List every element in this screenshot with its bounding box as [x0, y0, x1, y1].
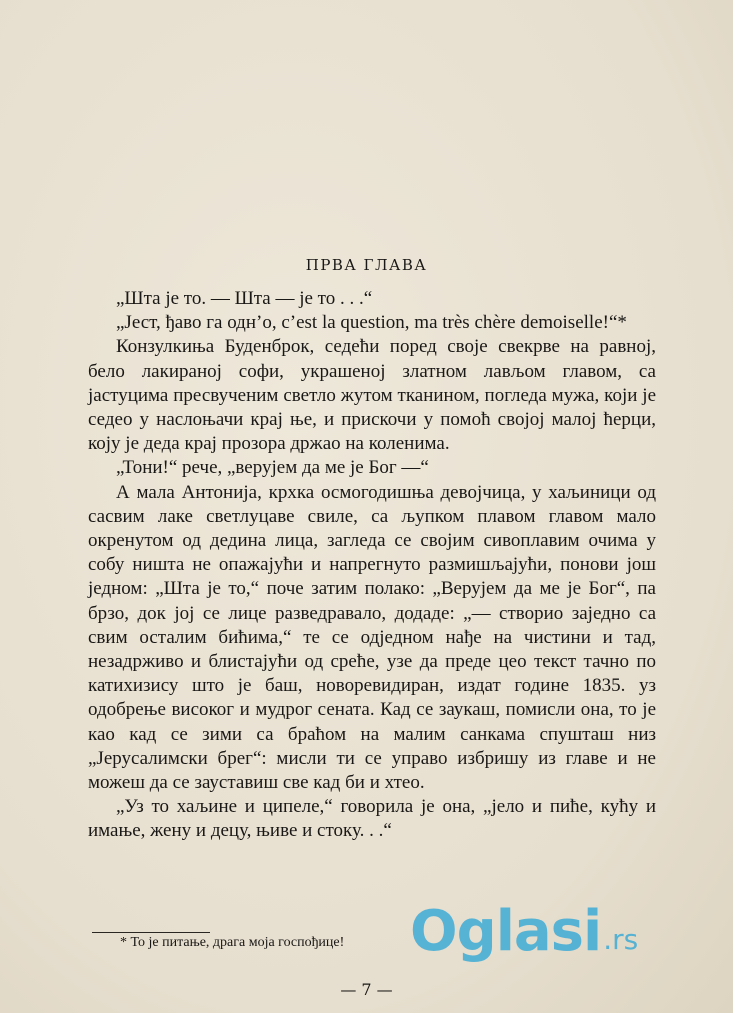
paragraph-6: „Уз то хаљине и ципеле,“ говорила је она, „јело и пиће, кућу и имање, жену и децу, њиве и стоку. . .“	[88, 796, 656, 842]
page-number: — 7 —	[340, 980, 393, 999]
footnote: * То је питање, драга моја госпођице!	[120, 935, 345, 950]
body-text	[88, 287, 656, 844]
chapter-title: ПРВА ГЛАВА	[305, 256, 428, 274]
watermark-suffix: .rs	[603, 923, 639, 956]
paragraph-2: „Јест, ђаво га одн’о, c’est la question, ma très chère demoiselle!“*	[116, 312, 627, 334]
watermark-logo	[410, 870, 710, 964]
paragraph-3: Конзулкиња Буденброк, седећи поред своје свекрве на равној, бело лакираној софи, украшеној златном лављом главом, са јастуцима пресвученим светло жутом тканином, погледа мужа, који је седео у наслоњачи крај ње, и прискочи у помоћ својој малој ћерци, коју је деда крај прозора држао на коленима.	[88, 336, 656, 455]
watermark-main: Oglasi	[410, 899, 602, 964]
paragraph-4: „Тони!“ рече, „верујем да ме је Бог —“	[116, 457, 429, 479]
paragraph-1: „Шта је то. — Шта — је то . . .“	[116, 288, 373, 309]
footnote-divider	[92, 932, 210, 933]
paragraph-5: А мала Антонија, крхка осмогодишња девојчица, у хаљиници од сасвим лаке светлуцаве свиле, са љупком плавом главом мало окренутом од дедина лица, загледа се својим сивоплавим очима у собу ништа не опажајући и напрегнуто размишљајући, понови још једном: „Шта је то,“ поче затим полако: „Верујем да ме је Бог“, па брзо, док јој се лице разведравало, додаде: „— створио заједно са свим осталим бићима,“ те се одједном нађе на чистини и тад, незадрживо и блистајући од среће, узе да преде цео текст тачно по катихизису што је баш, новоревидиран, издат године 1835. уз одобрење високог и мудрог сената. Кад се заукаш, помисли она, то је као кад се зими са браћом на малим санкама спушташ низ „Јерусалимски брег“: мисли ти се управо избришу из главе и не можеш да се зауставиш све кад би и хтео.	[88, 481, 656, 794]
